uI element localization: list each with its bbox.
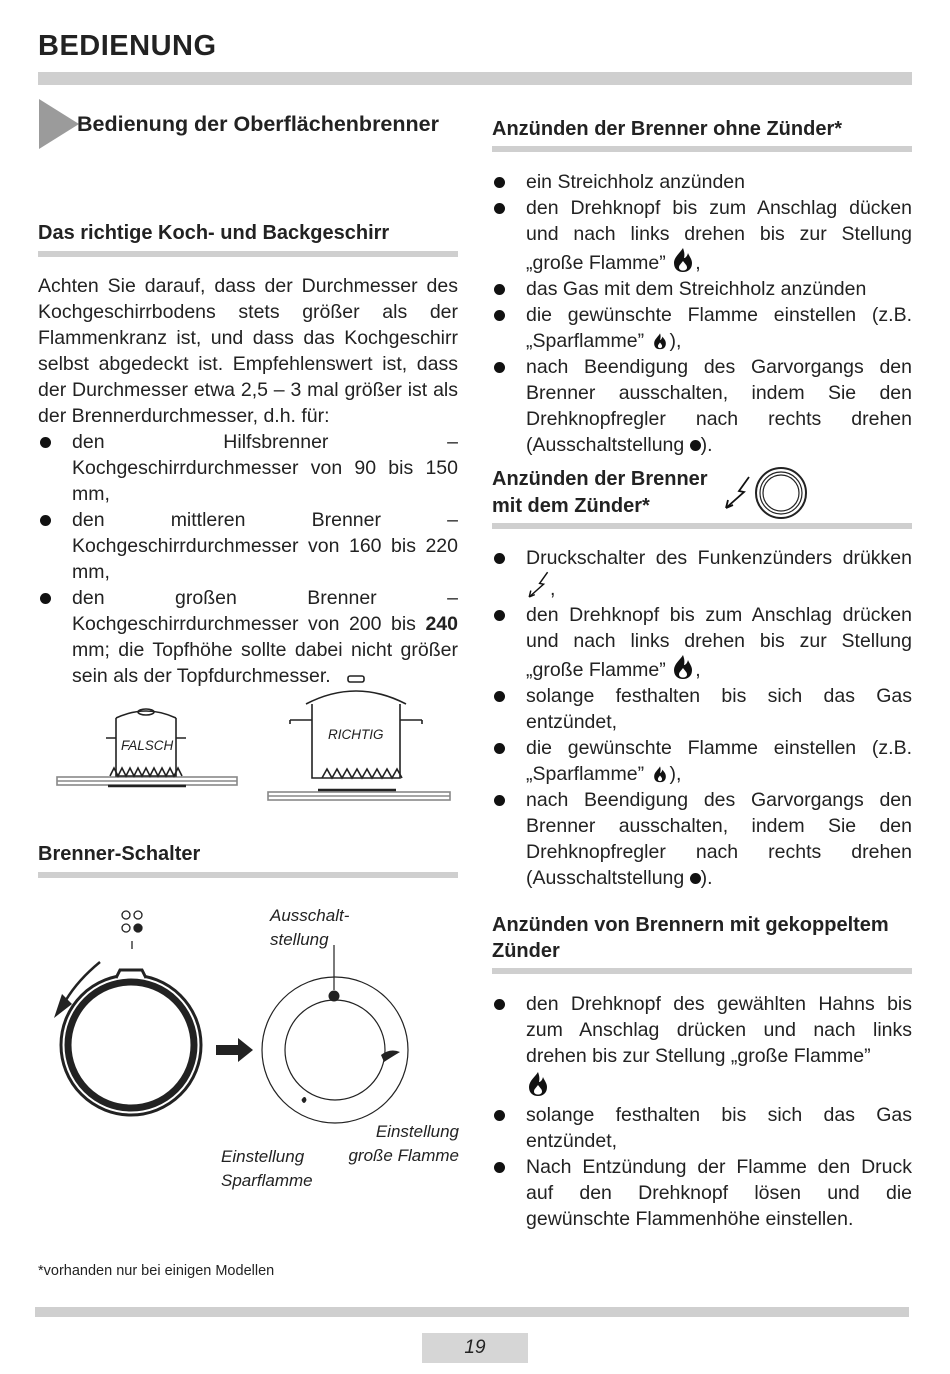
list-item: den Drehknopf bis zum Anschlag drücken und nach links drehen bis zur Stellung „große Flamme” , xyxy=(492,602,912,683)
no-igniter-rule xyxy=(492,146,912,152)
footer-rule xyxy=(35,1307,909,1317)
list-item: den Drehknopf bis zum Anschlag dücken und nach links drehen bis zur Stellung „große Flamme” , xyxy=(492,195,912,276)
direction-arrow-icon xyxy=(216,1038,253,1062)
list-item: nach Beendigung des Garvorgangs den Brenner ausschalten, indem Sie den Drehknopfregler nach rechts drehen (Ausschaltstellung ). xyxy=(492,787,912,891)
list-item: Druckschalter des Funkenzünders drükken , xyxy=(492,545,912,602)
coupled-heading: Anzünden von Brennern mit gekoppeltem Zünder xyxy=(492,914,889,962)
coupled-list xyxy=(492,991,912,1232)
cookware-block xyxy=(38,273,458,689)
with-igniter-rule xyxy=(492,523,912,529)
switch-rule xyxy=(38,872,458,878)
label-right: RICHTIG xyxy=(328,727,384,742)
item-text: mm; die Topfhöhe sollte dabei nicht größer sein als der Topfdurchmesser. xyxy=(72,639,458,687)
ignition-button-icon xyxy=(754,466,808,525)
off-position-dot-icon xyxy=(690,440,701,451)
list-item: Nach Entzündung der Flamme den Druck auf den Drehknopf lösen und die gewünschte Flammenhöhe einstellen. xyxy=(492,1154,912,1232)
item-text: den großen Brenner – Kochgeschirrdurchmesser von 200 bis xyxy=(72,587,458,635)
pot-illustration xyxy=(50,668,460,815)
header-rule xyxy=(38,72,912,85)
list-item: die gewünschte Flamme einstellen (z.B. „Sparflamme” ), xyxy=(492,735,912,787)
list-item: die gewünschte Flamme einstellen (z.B. „Sparflamme” ), xyxy=(492,302,912,354)
page-number: 19 xyxy=(464,1337,486,1358)
knob-icon xyxy=(61,970,201,1115)
cookware-rule xyxy=(38,251,458,257)
with-igniter-list xyxy=(492,545,912,891)
label-large-flame: Einstellung große Flamme xyxy=(348,1122,459,1165)
list-item: den mittleren Brenner – Kochgeschirrdurchmesser von 160 bis 220 mm, xyxy=(38,507,458,585)
small-flame-icon xyxy=(650,762,670,784)
with-igniter-heading: Anzünden der Brenner mit dem Zünder* xyxy=(492,468,708,517)
section-title: Bedienung der Oberflächenbrenner xyxy=(77,112,439,136)
cookware-intro: Achten Sie darauf, dass der Durchmesser des Kochgeschirrbodens stets größer als der Flammenkranz ist, und dass das Kochgeschirr selbst abgedeckt ist. Empfehlenswert ist, dass der Durchmesser etwa 2,5 – 3 mal größer ist als der Brennerdurchmesser, d.h. für: xyxy=(38,275,458,427)
switch-heading: Brenner-Schalter xyxy=(38,843,201,865)
label-wrong: FALSCH xyxy=(121,738,174,753)
list-item: das Gas mit dem Streichholz anzünden xyxy=(492,276,912,302)
small-flame-icon xyxy=(650,329,670,351)
big-flame-icon xyxy=(526,1071,550,1097)
big-flame-icon xyxy=(671,654,695,680)
list-item: nach Beendigung des Garvorgangs den Brenner ausschalten, indem Sie den Drehknopfregler nach rechts drehen (Ausschaltstellung ). xyxy=(492,354,912,458)
list-item: ein Streichholz anzünden xyxy=(492,169,912,195)
coupled-rule xyxy=(492,968,912,974)
dial-icon xyxy=(262,945,408,1123)
list-item: solange festhalten bis sich das Gas entzündet, xyxy=(492,683,912,735)
page-title: BEDIENUNG xyxy=(38,30,217,62)
no-igniter-heading: Anzünden der Brenner ohne Zünder* xyxy=(492,118,843,140)
item-bold-value: 240 xyxy=(425,613,458,635)
list-item: den Drehknopf des gewählten Hahns bis zum Anschlag drücken und nach links drehen bis zur Stellung „große Flamme” xyxy=(492,991,912,1100)
page-number-box xyxy=(422,1333,528,1363)
cookware-heading: Das richtige Koch- und Backgeschirr xyxy=(38,222,390,244)
big-flame-icon xyxy=(671,247,695,273)
position-symbols-icon xyxy=(122,911,142,949)
list-item: den Hilfsbrenner – Kochgeschirrdurchmesser von 90 bis 150 mm, xyxy=(38,429,458,507)
no-igniter-list xyxy=(492,169,912,458)
cookware-list xyxy=(38,429,458,689)
spark-icon xyxy=(722,476,752,515)
label-small-flame: Einstellung Sparflamme xyxy=(221,1147,313,1190)
label-off-position: Ausschalt- stellung xyxy=(270,906,350,949)
spark-icon xyxy=(526,571,550,599)
footnote: *vorhanden nur bei einigen Modellen xyxy=(38,1263,275,1279)
section-arrow-icon xyxy=(38,98,80,155)
list-item: solange festhalten bis sich das Gas entzündet, xyxy=(492,1102,912,1154)
off-position-dot-icon xyxy=(690,873,701,884)
